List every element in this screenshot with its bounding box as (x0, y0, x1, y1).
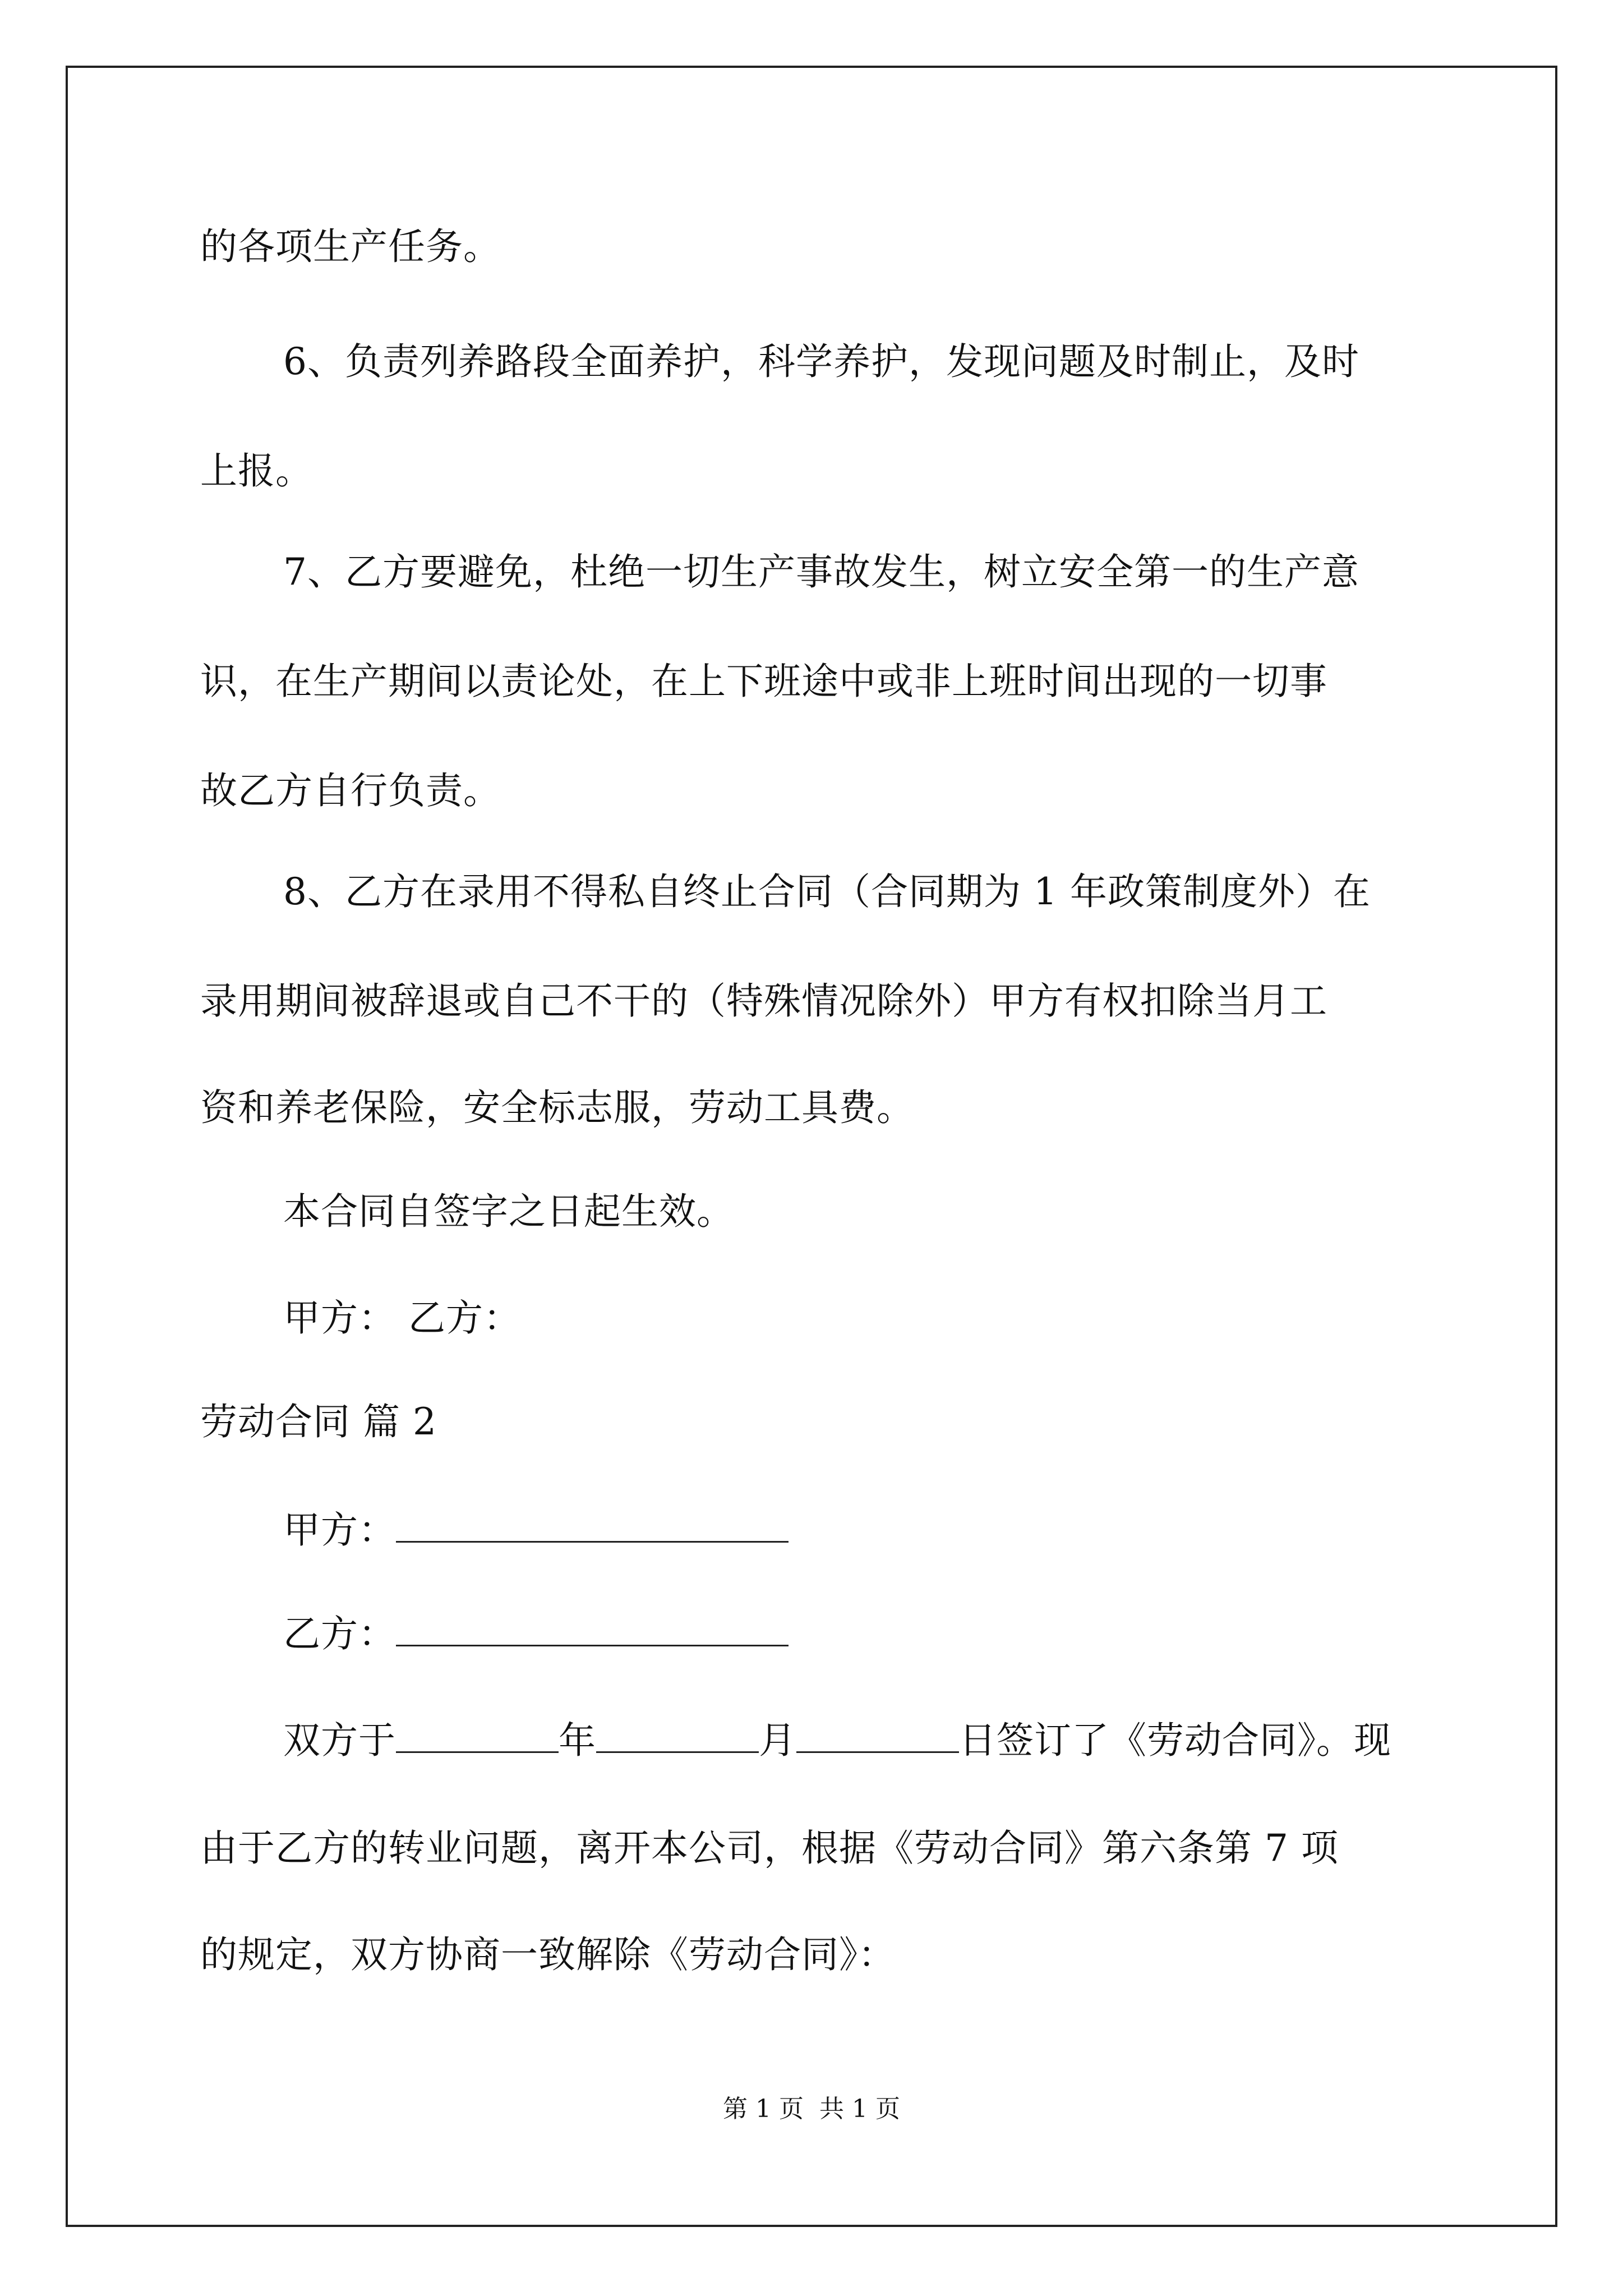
page-current: 第 1 页 (723, 2095, 804, 2123)
party-b-row (283, 1610, 789, 1657)
year-blank (396, 1717, 559, 1753)
month-label: 月 (759, 1719, 796, 1762)
section-heading: 劳动合同 篇 2 (200, 1400, 437, 1443)
page-footer (0, 2092, 1623, 2126)
agreement-line-3: 的规定，双方协商一致解除《劳动合同》： (200, 1933, 896, 1976)
party-a-blank (396, 1506, 789, 1543)
party-a-row (283, 1506, 789, 1553)
agreement-line-1 (283, 1717, 1391, 1763)
day-suffix: 日签订了《劳动合同》。现 (959, 1719, 1391, 1762)
body-line-2: 6、负责列养路段全面养护，科学养护，发现问题及时制止，及时 (283, 340, 1359, 383)
day-blank (796, 1717, 959, 1753)
body-line-4: 7、乙方要避免，杜绝一切生产事故发生，树立安全第一的生产意 (283, 550, 1359, 593)
body-line-3: 上报。 (200, 449, 313, 493)
agreement-line-2: 由于乙方的转业问题，离开本公司，根据《劳动合同》第六条第 7 项 (200, 1826, 1339, 1870)
page-total: 共 1 页 (819, 2095, 900, 2123)
page-border (66, 66, 1557, 2227)
party-a-label: 甲方： (283, 1508, 396, 1552)
signature-line: 甲方： 乙方： (283, 1296, 521, 1340)
body-line-9: 资和养老保险，安全标志服，劳动工具费。 (200, 1086, 914, 1129)
body-line-8: 录用期间被辞退或自己不干的（特殊情况除外）甲方有权扣除当月工 (200, 979, 1327, 1023)
body-line-10: 本合同自签字之日起生效。 (283, 1190, 734, 1233)
month-blank (596, 1717, 759, 1753)
agreement-prefix: 双方于 (283, 1719, 396, 1762)
body-line-7: 8、乙方在录用不得私自终止合同（合同期为 1 年政策制度外）在 (283, 870, 1371, 913)
year-label: 年 (559, 1719, 596, 1762)
party-b-label: 乙方： (283, 1612, 396, 1655)
body-line-1: 的各项生产任务。 (200, 225, 501, 268)
body-line-6: 故乙方自行负责。 (200, 769, 501, 812)
body-line-5: 识，在生产期间以责论处，在上下班途中或非上班时间出现的一切事 (200, 660, 1327, 703)
party-b-blank (396, 1610, 789, 1646)
